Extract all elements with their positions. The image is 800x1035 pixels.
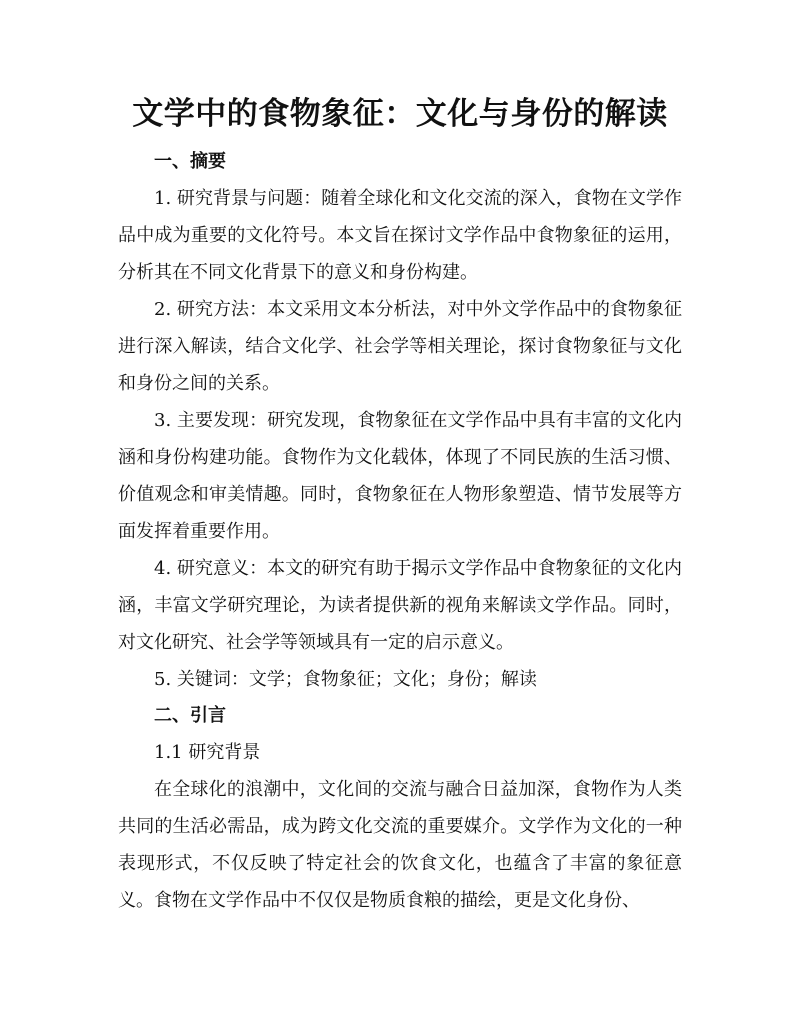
abstract-item-method: 2. 研究方法：本文采用文本分析法，对中外文学作品中的食物象征进行深入解读，结合文化学、社会学等相关理论，探讨食物象征与文化和身份之间的关系。 — [118, 299, 682, 394]
abstract-item-significance: 4. 研究意义：本文的研究有助于揭示文学作品中食物象征的文化内涵，丰富文学研究理论，为读者提供新的视角来解读文学作品。同时，对文化研究、社会学等领域具有一定的启示意义。 — [118, 558, 682, 653]
introduction-paragraph: 在全球化的浪潮中，文化间的交流与融合日益加深，食物作为人类共同的生活必需品，成为跨文化交流的重要媒介。文学作为文化的一种表现形式，不仅反映了特定社会的饮食文化，也蕴含了丰富的象征意义。食物在文学作品中不仅仅是物质食粮的描绘，更是文化身份、 — [118, 779, 682, 911]
abstract-item-background: 1. 研究背景与问题：随着全球化和文化交流的深入，食物在文学作品中成为重要的文化符号。本文旨在探讨文学作品中食物象征的运用，分析其在不同文化背景下的意义和身份构建。 — [118, 188, 682, 283]
abstract-item-keywords: 5. 关键词：文学；食物象征；文化；身份；解读 — [154, 669, 537, 690]
section-heading-introduction: 二、引言 — [154, 705, 226, 726]
subsection-heading-background: 1.1 研究背景 — [154, 742, 261, 763]
section-heading-abstract: 一、摘要 — [154, 151, 226, 172]
document-title: 文学中的食物象征：文化与身份的解读 — [132, 96, 668, 132]
document-body — [118, 144, 682, 919]
abstract-item-findings: 3. 主要发现：研究发现，食物象征在文学作品中具有丰富的文化内涵和身份构建功能。食物作为文化载体，体现了不同民族的生活习惯、价值观念和审美情趣。同时，食物象征在人物形象塑造、情节发展等方面发挥着重要作用。 — [118, 410, 682, 542]
